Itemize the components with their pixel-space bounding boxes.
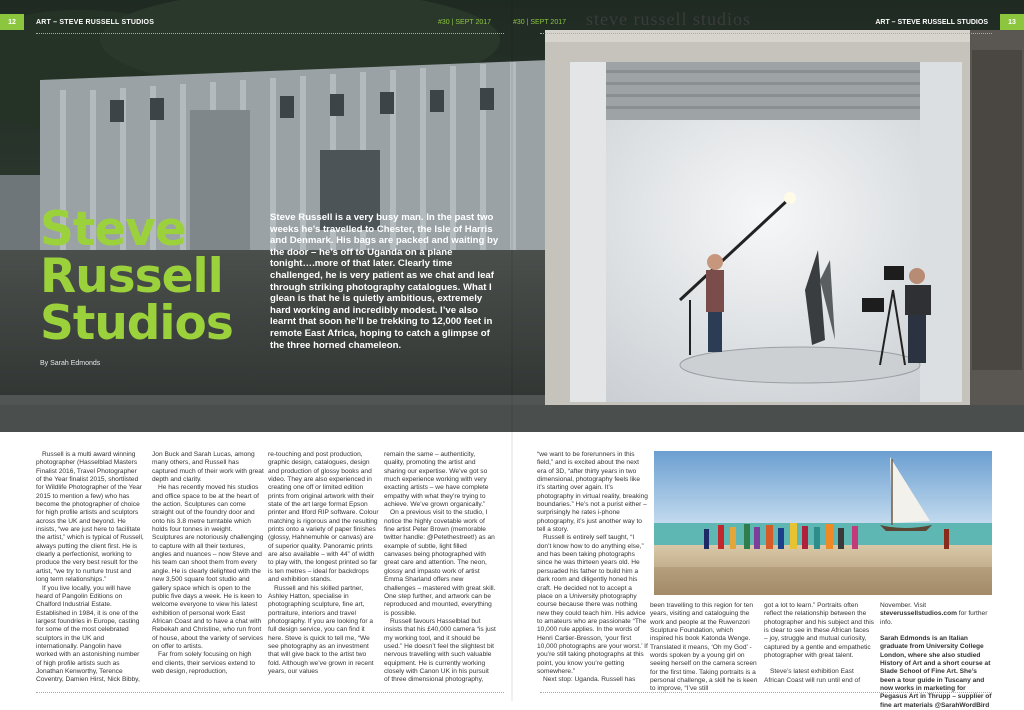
title-line-3: Studios bbox=[40, 296, 233, 351]
body-column-8 bbox=[880, 602, 992, 710]
paragraph: “we want to be forerunners in this field,” and is excited about the next era of 3D, “after thirty years in two dimensional, photography feels like it’s starting over again. It’s photography in virtual reality, breaking boundaries.” He’s not a purist either – surprisingly he rates i-phone photography, it’s just another way to tell a story. bbox=[537, 451, 648, 534]
title-line-2: Russell bbox=[40, 249, 223, 304]
paragraph: remain the same – authenticity, quality, promoting the artist and sharing our expertise. We’ve got so much experience working with very exacting artists – we have complete empathy with what they’re trying to achieve. We’ve grown organically.” bbox=[384, 451, 489, 509]
body-column-5 bbox=[537, 451, 649, 685]
right-issue-label: #30 | SEPT 2017 bbox=[512, 18, 566, 26]
text-pre: November. Visit bbox=[880, 602, 927, 609]
text-post: for further info. bbox=[880, 610, 988, 626]
paragraph: been travelling to this region for ten years, visiting and cataloguing the work and people at the Ruwenzori Sculpture Foundation, which inspired his book Katonda Wenge. Translated it means, ‘Oh my God’ - words spoken by a young girl on seeing herself on the camera screen for the first time. Taking portraits is a personal challenge, a skill he is keen to improve, “I’ve still bbox=[650, 602, 758, 693]
paragraph: On a previous visit to the studio, I notice the highly covetable work of fine artist Peter Brown (memorable twitter handle: @Petethestreet!) as an example of subtle, light filled canvases being photographed with great care and attention. The neon, glossy and impasto work of artist Emma Sharland offers new challenges – mastered with great skill. One step further, and artwork can be reproduced and mounted, everything is possible. bbox=[384, 509, 496, 617]
right-bottom-rule bbox=[540, 692, 992, 693]
left-bottom-rule bbox=[36, 692, 504, 693]
body-column-1 bbox=[36, 451, 144, 685]
paragraph: re-touching and post production, graphic design, catalogues, design and production of glossy books and video. They are also experienced in creating one off or limited edition prints from original artwork with their state of the art large format Epson printer and Ilford RIP software. Colour matching is rigorous and the resulting prints onto a variety of paper finishes (glossy, Hahnemuhle or canvas) are of superior quality. Panoramic prints are also available – with 44” of width to play with, the longest printed so far is ten metres – ideal for backdrops and exhibition stands. bbox=[268, 451, 379, 584]
author-bio bbox=[880, 635, 992, 710]
beach-scene bbox=[654, 451, 992, 595]
body-column-6 bbox=[650, 602, 758, 694]
right-top-rule bbox=[540, 33, 992, 34]
title-line-1: Steve bbox=[40, 202, 186, 257]
paragraph: got a lot to learn.” Portraits often reflect the relationship between the photographer and his subject and this is clear to see in these African faces – joy, struggle and mutual curiosity, captured by a gentle and empathetic photographer with great talent. bbox=[764, 602, 874, 660]
right-header bbox=[512, 14, 1024, 30]
left-header bbox=[0, 14, 492, 30]
right-page-number: 13 bbox=[1000, 14, 1024, 30]
byline: By Sarah Edmonds bbox=[40, 360, 101, 367]
paragraph: Steve’s latest exhibition East African Coast will run until end of bbox=[764, 668, 861, 684]
left-section-label: ART – STEVE RUSSELL STUDIOS bbox=[36, 18, 155, 26]
paragraph: Next stop: Uganda. Russell has bbox=[543, 676, 636, 684]
paragraph: Russell favours Hasselblad but insists that his £40,000 camera “is just my working tool, and it should be used.” He doesn’t feel the slightest bit nervous travelling with such valuable equipment. He is currently working closely with Canon UK in his pursuit of three dimensional photography, bbox=[384, 617, 496, 684]
left-page-number: 12 bbox=[0, 14, 24, 30]
paragraph: Far from solely focusing on high end clients, their services extend to web design, reproduction, bbox=[152, 651, 255, 675]
spread-gutter bbox=[511, 0, 513, 701]
body-column-4 bbox=[384, 451, 496, 685]
studio-sign: steve russell studios bbox=[586, 9, 751, 29]
paragraph: Russell is a multi award winning photographer (Hasselblad Masters Finalist 2016, Travel Photographer of the Year finalist 2015, shortlisted for Wildlife Photographer of the Year 2015 to mention a few) who has become the photographer of choice for high profile artists and sculptors across the UK and beyond. He insists, “we are just here to facilitate the artist,” which is typical of Russell, always putting the client first. He is clearly a perfectionist, working to produce the very best result for the artist, “we try to nurture trust and long term relationships.” bbox=[36, 451, 144, 584]
bio-text: Sarah Edmonds is an Italian graduate from University College London, where she also studied History of Art and a short course at Slade School of Fine Art. She’s been a tour guide in Tuscany and now works in marketing for Pegasus Art in Thrupp – supplier of fine art materials @SarahWordBird bbox=[880, 635, 992, 709]
beach-photo bbox=[654, 451, 992, 595]
body-column-3 bbox=[268, 451, 380, 676]
paragraph bbox=[880, 602, 992, 627]
body-column-2 bbox=[152, 451, 264, 676]
website-link[interactable]: steverussellstudios.com bbox=[880, 610, 957, 618]
article-title bbox=[40, 202, 233, 351]
left-top-rule bbox=[36, 33, 504, 34]
left-issue-label: #30 | SEPT 2017 bbox=[438, 18, 492, 26]
paragraph: Jon Buck and Sarah Lucas, among many others, and Russell has captured much of their work with great depth and clarity. bbox=[152, 451, 264, 484]
right-section-label: ART – STEVE RUSSELL STUDIOS bbox=[875, 18, 988, 26]
body-column-7 bbox=[764, 602, 874, 685]
intro-paragraph: Steve Russell is a very busy man. In the past two weeks he’s travelled to Chester, the Isle of Harris and Denmark. His bags are packed and waiting by the door – he’s off to Uganda on a plane tonight….more of that later. Clearly time challenged, he is very patient as we chat and leaf through striking photography catalogues. What I glean is that he is quietly ambitious, extremely hard working and incredibly modest. I’ve also learnt that soon he’ll be trekking to 12,000 feet in remote East Africa, hoping to catch a glimpse of the three horned chameleon. bbox=[270, 212, 499, 351]
paragraph: Russell and his skilled partner, Ashley Hatton, specialise in photographing sculpture, fine art, portraiture, interiors and travel photography. If you are looking for a full design service, you can find it here. Steve is quick to tell me, “We see photography as an investment that will give back to the artist two fold. Although we’ve grown in recent years, our values bbox=[268, 584, 374, 675]
paragraph: He has recently moved his studios and office space to be at the heart of the action. Sculptures can come straight out of the foundry door and onto his 3.8 metre turntable which holds four tonnes in weight. Sculptures are notoriously challenging to capture with all their textures, angles and nuances – now Steve and his team can shoot them from every angle. He is clearly delighted with the new 3,500 square foot studio and gallery space which is open to the public five days a week. He is keen to welcome everyone to view his latest exhibition of personal work East African Coast and to have a chat with Rebekah and Christine, who run front of house, about the variety of services on offer to artists. bbox=[152, 484, 264, 650]
paragraph: Russell is entirely self taught, “I don’t know how to do anything else,” and has been taking photographs since he was thirteen years old. He persuaded his father to build him a dark room and diligently honed his craft. He decided not to accept a place on a University photography course because there was nothing new they could teach him. His advice to amateurs who are passionate “The 10,000 rule applies. In the words of Henri Cartier-Bresson, ‘your first 10,000 photographs are your worst.’ If you’re still taking photographs at this point, you know you’re getting somewhere.” bbox=[537, 534, 648, 675]
paragraph: If you live locally, you will have heard of Pangolin Editions on Chalford Industrial Estate. Established in 1984, it is one of the largest foundries in Europe, casting for some of the most celebrated sculptors in the UK and internationally. Pangolin have worked with an astonishing number of high profile artists such as Jonathan Kenworthy, Terence Coventry, Damien Hirst, Nick Bibby, bbox=[36, 584, 140, 684]
